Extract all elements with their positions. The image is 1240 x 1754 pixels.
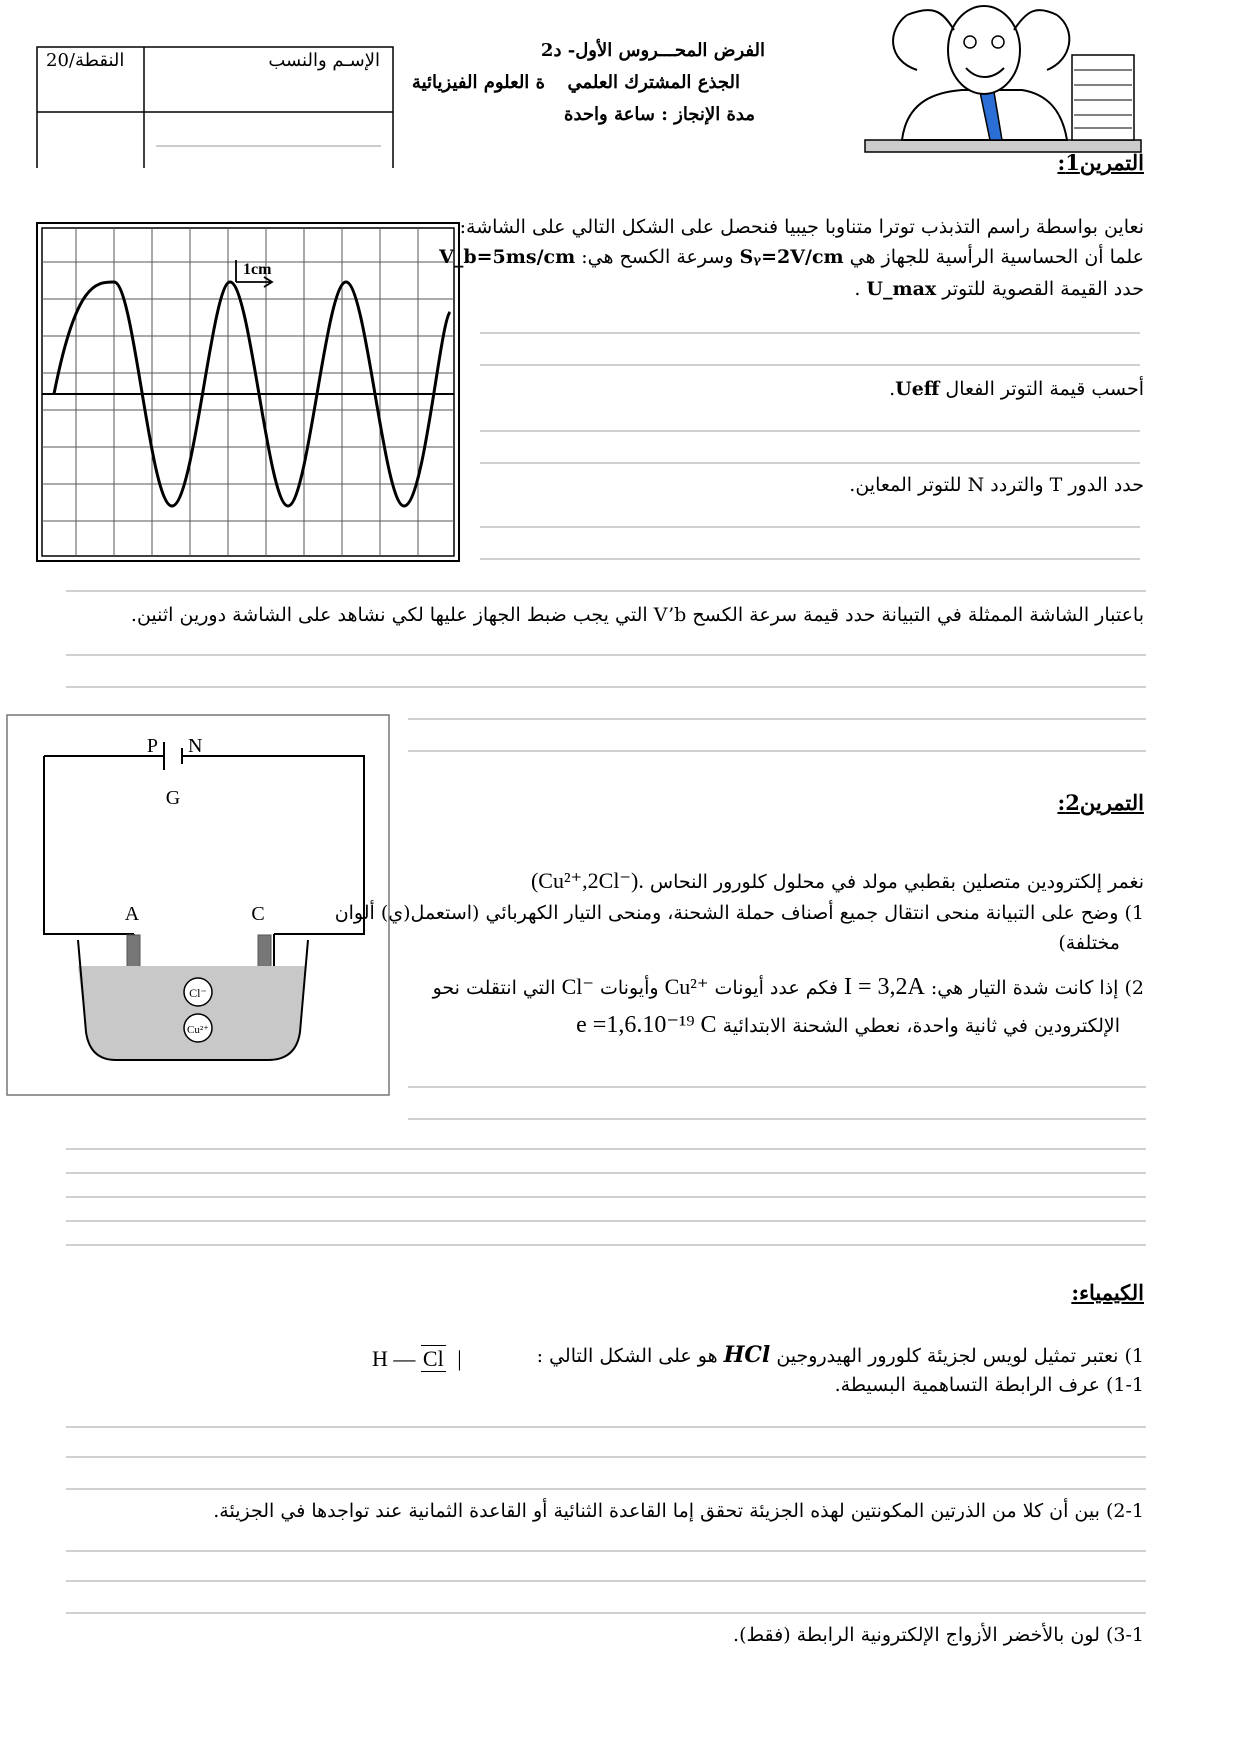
- oscilloscope-graphic: [36, 222, 460, 562]
- chem-q13: 3-1) لون بالأخضر الأزواج الإلكترونية الرابطة (فقط).: [733, 1624, 1144, 1646]
- answer-line[interactable]: [480, 332, 1140, 334]
- chem-q12: 2-1) بين أن كلا من الذرتين المكونتين لهذه الجزيئة تحقق إما القاعدة الثنائية أو القاعدة الثمانية عند تواجدها في الجزيئة.: [213, 1500, 1144, 1522]
- oscilloscope-screen: [36, 222, 460, 562]
- answer-line[interactable]: [480, 430, 1140, 432]
- teacher-illustration: [862, 0, 1144, 156]
- answer-line[interactable]: [480, 526, 1140, 528]
- answer-line[interactable]: [66, 1220, 1146, 1222]
- answer-line[interactable]: [66, 1488, 1146, 1490]
- answer-line[interactable]: [66, 590, 1146, 592]
- answer-line[interactable]: [66, 686, 1146, 688]
- scope-scale-label: 1cm: [243, 261, 272, 278]
- student-info-table: [36, 46, 394, 168]
- subject-label: ة العلوم الفيزيائية: [411, 72, 545, 93]
- answer-line[interactable]: [66, 1426, 1146, 1428]
- answer-line[interactable]: [66, 1580, 1146, 1582]
- ex2-q2-cont: الإلكترودين في ثانية واحدة، نعطي الشحنة الابتدائية e =1,6.10⁻¹⁹ C: [576, 1012, 1120, 1038]
- duration-label: مدة الإنجاز : ساعة واحدة: [564, 104, 755, 125]
- answer-line[interactable]: [480, 558, 1140, 560]
- answer-line[interactable]: [66, 1172, 1146, 1174]
- chem-q1: 1) نعتبر تمثيل لويس لجزيئة كلورور الهيدروجين HCl هو على الشكل التالي :: [536, 1342, 1144, 1368]
- answer-line[interactable]: [66, 654, 1146, 656]
- ex1-q4: باعتبار الشاشة الممثلة في التبيانة حدد قيمة سرعة الكسح V’b التي يجب ضبط الجهاز عليها لكي نشاهد على الشاشة دورين اثنين.: [130, 604, 1144, 626]
- ex2-q1: 1) وضح على التبيانة منحى انتقال جميع أصناف حملة الشحنة، ومنحى التيار الكهربائي (استعمل(ي) ألوان: [334, 902, 1144, 924]
- answer-line[interactable]: [408, 750, 1146, 752]
- lewis-cl: Cl: [422, 1346, 444, 1371]
- ex1-intro: نعاين بواسطة راسم التذبذب توترا متناوبا جيبيا فنحصل على الشكل التالي على الشاشة:: [459, 216, 1144, 238]
- electrode-a: A: [124, 903, 140, 925]
- grade-label: النقطة/20: [46, 50, 125, 71]
- chem-title: الكيمياء:: [1071, 1280, 1144, 1305]
- ex1-q2: أحسب قيمة التوتر الفعال Ueff.: [889, 378, 1144, 400]
- ex1-sensitivity: علما أن الحساسية الرأسية للجهاز هي Sᵧ=2V/cm وسرعة الكسح هي: V_b=5ms/cm: [439, 246, 1144, 268]
- terminal-p: P: [146, 735, 158, 757]
- exam-title: الفرض المحـــروس الأول- د2: [540, 40, 765, 61]
- ion-chloride: Cl⁻: [189, 986, 207, 1000]
- ex1-title: التمرين1:: [1057, 150, 1144, 175]
- answer-line[interactable]: [66, 1550, 1146, 1552]
- answer-line[interactable]: [408, 1086, 1146, 1088]
- ion-copper: Cu²⁺: [187, 1024, 209, 1036]
- name-label: الإسـم والنسب: [268, 50, 380, 71]
- generator-label: G: [165, 787, 181, 809]
- answer-line[interactable]: [408, 718, 1146, 720]
- ex2-q2: 2) إذا كانت شدة التيار هي: I = 3,2A فكم عدد أيونات Cu²⁺ وأيونات Cl⁻ التي انتقلت نحو: [432, 974, 1144, 1000]
- ex1-q1: حدد القيمة القصوية للتوتر U_max .: [854, 278, 1144, 300]
- lewis-h: H: [372, 1346, 388, 1371]
- answer-line[interactable]: [480, 364, 1140, 366]
- answer-line[interactable]: [66, 1456, 1146, 1458]
- answer-line[interactable]: [480, 462, 1140, 464]
- electrode-c: C: [251, 903, 265, 925]
- lewis-lone-pair: |: [457, 1346, 462, 1371]
- electrolysis-circuit: [6, 714, 390, 1096]
- ex2-intro: نغمر إلكترودين متصلين بقطبي مولد في محلول كلورور النحاس (Cu²⁺,2Cl⁻).: [530, 868, 1144, 893]
- level-label: الجذع المشترك العلمي: [567, 72, 740, 93]
- answer-line[interactable]: [66, 1612, 1146, 1614]
- answer-line[interactable]: [66, 1148, 1146, 1150]
- terminal-n: N: [188, 735, 203, 757]
- answer-line[interactable]: [66, 1244, 1146, 1246]
- ex2-q1-cont: مختلفة): [1058, 932, 1120, 954]
- answer-line[interactable]: [66, 1196, 1146, 1198]
- ex2-title: التمرين2:: [1057, 790, 1144, 815]
- lewis-bond: —: [393, 1346, 416, 1371]
- answer-line[interactable]: [408, 1118, 1146, 1120]
- chem-q11: 1-1) عرف الرابطة التساهمية البسيطة.: [834, 1374, 1144, 1396]
- ex1-q3: حدد الدور T والتردد N للتوتر المعاين.: [849, 474, 1144, 496]
- lewis-structure: [372, 1346, 462, 1372]
